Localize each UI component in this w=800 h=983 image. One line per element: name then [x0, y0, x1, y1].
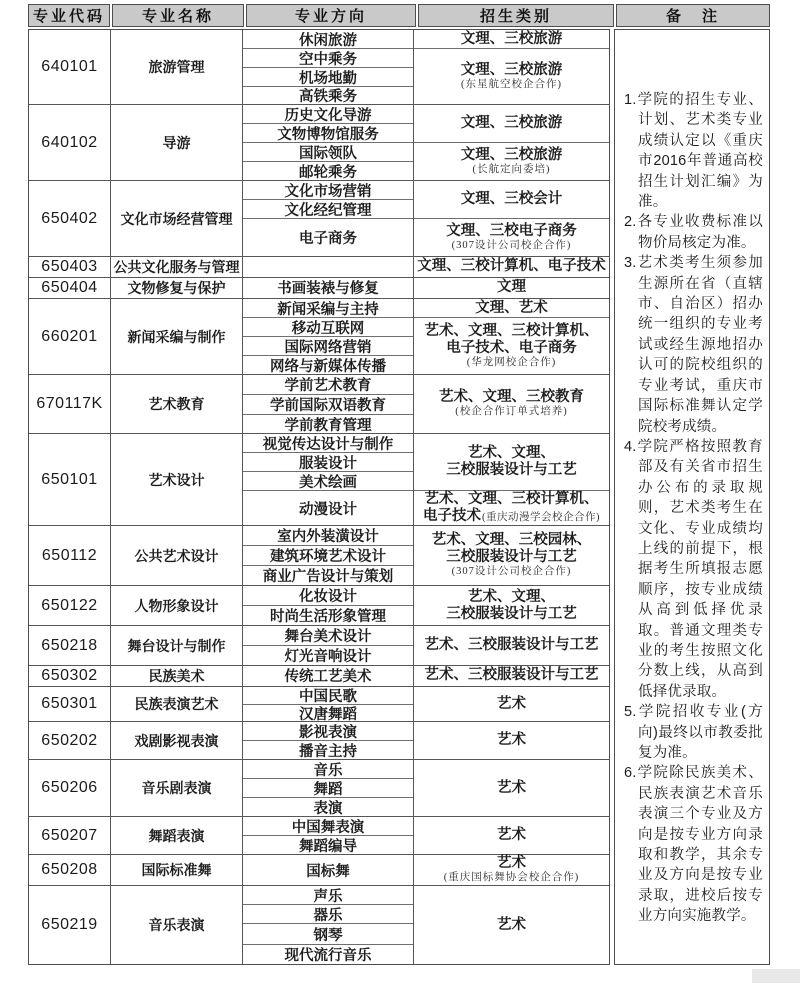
category-note: (东星航空校企合作): [461, 78, 562, 90]
direction-cell: 历史文化导游: [243, 105, 413, 124]
category-cell: [414, 318, 609, 374]
table-header: [28, 4, 770, 27]
direction-cell: 机场地勤: [243, 68, 413, 87]
direction-cell: 器乐: [243, 905, 413, 924]
directions-column: [243, 817, 414, 854]
category-label: 艺术: [497, 827, 526, 843]
major-name: 艺术设计: [111, 434, 243, 525]
categories-column: [414, 687, 609, 721]
category-cell: [414, 219, 609, 256]
direction-cell: 新闻采编与主持: [243, 299, 413, 318]
directions-column: [243, 30, 414, 104]
major-code: 650302: [29, 666, 111, 686]
majors-table: [28, 29, 610, 965]
table-body: [28, 29, 770, 965]
categories-column: [414, 375, 609, 433]
directions-column: [243, 278, 414, 298]
direction-cell: 舞蹈: [243, 779, 413, 798]
category-label: 艺术、文理、三校计算机、 电子技术、电子商务: [424, 322, 599, 356]
category-cell: [414, 181, 609, 219]
major-section-650302: [29, 666, 609, 687]
major-name: 新闻采编与制作: [111, 299, 243, 374]
direction-cell: 音乐: [243, 760, 413, 779]
category-label: 艺术: [497, 779, 526, 796]
category-note: (307设计公司校企合作): [451, 239, 572, 251]
direction-cell: 移动互联网: [243, 318, 413, 337]
directions-column: [243, 299, 414, 374]
directions-column: [243, 257, 414, 277]
direction-cell: 商业广告设计与策划: [262, 569, 394, 585]
major-section-650219: [29, 886, 609, 964]
category-cell: [414, 687, 609, 721]
major-code: 650301: [29, 687, 111, 721]
major-name: 旅游管理: [111, 30, 243, 104]
direction-cell: 休闲旅游: [243, 30, 413, 49]
remark-item-2: 2.各专业收费标准以物价局核定为准。: [624, 214, 763, 251]
direction-cell: 建筑环境艺术设计: [243, 546, 413, 566]
category-label: 艺术、文理、三校计算机、 电子技术(重庆动漫学会校企合作): [423, 491, 600, 524]
remark-item-1: 1.学院的招生专业、计划、艺术类专业成绩认定以《重庆市2016年普通高校招生计划汇编》为准。: [624, 92, 763, 211]
direction-cell: 室内外装潢设计: [243, 526, 413, 546]
category-note: (307设计公司校企合作): [451, 566, 572, 578]
direction-cell: 中国民歌: [243, 687, 413, 705]
directions-column: [243, 722, 414, 759]
direction-cell: 表演: [313, 800, 343, 817]
categories-column: [414, 760, 609, 816]
direction-cell: 国标舞: [306, 863, 350, 880]
category-cell: [414, 375, 609, 433]
direction-cell: 书画装裱与修复: [277, 280, 379, 297]
category-label: 艺术、三校服装设计与工艺: [424, 637, 599, 653]
categories-column: [414, 586, 609, 625]
direction-cell: 学前国际双语教育: [243, 395, 413, 415]
category-cell: [414, 434, 609, 491]
major-code: 650219: [29, 886, 111, 964]
remark-item-4: 4.学院严格按照教育部及有关省市招生办公布的录取规则，艺术类考生在文化、专业成绩均上线的前提下，根据考生所填报志愿顺序，按专业成绩从高到低择优录取。普通文理类专业的考生按照文化分数上线，从高到低择优录取。: [624, 438, 763, 700]
major-code: 660201: [29, 299, 111, 374]
direction-cell: 空中乘务: [243, 49, 413, 68]
direction-cell: 国际网络营销: [243, 337, 413, 356]
major-section-640102: [29, 105, 609, 181]
category-note: (重庆动漫学会校企合作): [482, 512, 600, 523]
major-name: 文化市场经营管理: [111, 181, 243, 256]
major-section-650402: [29, 181, 609, 257]
directions-column: [243, 375, 414, 433]
major-name: 人物形象设计: [111, 586, 243, 625]
major-name: 民族美术: [111, 666, 243, 686]
major-code: 640102: [29, 105, 111, 180]
major-code: 650202: [29, 722, 111, 759]
category-label: 艺术、文理、三校教育: [439, 389, 584, 406]
category-label: 艺术、三校服装设计与工艺: [424, 666, 599, 683]
major-name: 公共艺术设计: [111, 526, 243, 585]
category-label: 艺术、文理、 三校服装设计与工艺: [446, 445, 577, 478]
categories-column: [414, 257, 609, 277]
categories-column: [414, 817, 609, 854]
category-label: 艺术: [497, 695, 526, 712]
major-code: 640101: [29, 30, 111, 104]
direction-cell: 动漫设计: [299, 501, 357, 518]
remarks-column: [614, 29, 770, 965]
directions-column: [243, 105, 414, 180]
directions-column: [243, 526, 414, 585]
categories-column: [414, 434, 609, 525]
direction-cell: 文化经纪管理: [243, 200, 413, 219]
major-section-650404: [29, 278, 609, 299]
direction-cell: 钢琴: [243, 924, 413, 945]
category-label: 文理、艺术: [475, 299, 548, 316]
categories-column: [414, 526, 609, 585]
category-label: 文理: [497, 278, 526, 295]
categories-column: [414, 299, 609, 374]
major-code: 650403: [29, 257, 111, 277]
category-cell: [414, 760, 609, 816]
direction-cell: 化妆设计: [243, 586, 413, 606]
direction-cell: 舞蹈编导: [299, 838, 357, 855]
categories-column: [414, 278, 609, 298]
direction-cell: 电子商务: [299, 231, 357, 247]
major-section-650403: [29, 257, 609, 278]
column-header-2: 专业方向: [246, 4, 416, 27]
category-label: 艺术: [497, 916, 526, 933]
direction-cell: 灯光音响设计: [284, 649, 372, 665]
major-section-650101: [29, 434, 609, 526]
major-code: 650404: [29, 278, 111, 298]
directions-column: [243, 666, 414, 686]
major-section-650206: [29, 760, 609, 817]
direction-cell: 汉唐舞蹈: [299, 706, 357, 723]
direction-cell: 传统工艺美术: [284, 668, 372, 685]
category-cell: [414, 886, 609, 964]
major-code: 650218: [29, 626, 111, 665]
category-note: (重庆国标舞协会校企合作): [443, 872, 580, 884]
category-label: 文理、三校会计: [460, 191, 563, 207]
major-name: 民族表演艺术: [111, 687, 243, 721]
categories-column: [414, 30, 609, 104]
direction-cell: 学前艺术教育: [243, 375, 413, 395]
direction-cell: 中国舞表演: [243, 817, 413, 836]
direction-cell: 文化市场营销: [243, 181, 413, 200]
direction-cell: 邮轮乘务: [299, 164, 357, 181]
direction-cell: 现代流行音乐: [284, 948, 372, 964]
category-cell: [414, 278, 609, 296]
category-cell: [414, 855, 609, 885]
remark-item-3: 3.艺术类考生须参加生源所在省（直辖市、自治区）招办统一组织的专业考试或经生源地招办认可的院校组织的专业考试，重庆市国际标准舞认定学院校考成绩。: [624, 255, 763, 435]
category-label: 文理、三校旅游: [460, 115, 563, 131]
column-header-3: 招生类别: [418, 4, 614, 27]
page-corner-shade: [752, 969, 800, 983]
directions-column: [243, 626, 414, 665]
category-label: 文理、三校旅游: [460, 146, 563, 163]
directions-column: [243, 434, 414, 525]
category-cell: [414, 722, 609, 759]
direction-cell: 文物博物馆服务: [243, 124, 413, 143]
directions-column: [243, 855, 414, 885]
category-cell: [414, 817, 609, 854]
major-name: 舞台设计与制作: [111, 626, 243, 665]
major-section-650208: [29, 855, 609, 886]
categories-column: [414, 722, 609, 759]
category-label: 艺术、文理、三校园林、 三校服装设计与工艺: [431, 532, 592, 566]
categories-column: [414, 855, 609, 885]
direction-cell: 播音主持: [299, 743, 357, 760]
major-code: 650208: [29, 855, 111, 885]
category-label: 艺术: [497, 855, 526, 872]
categories-column: [414, 886, 609, 964]
direction-cell: 学前教育管理: [284, 417, 372, 434]
direction-cell: 舞台美术设计: [243, 626, 413, 646]
major-code: 650101: [29, 434, 111, 525]
directions-column: [243, 586, 414, 625]
direction-cell: 网络与新媒体传播: [270, 358, 386, 375]
major-section-650207: [29, 817, 609, 855]
category-note: (长航定向委培): [472, 163, 551, 175]
categories-column: [414, 181, 609, 256]
column-header-1: 专业名称: [112, 4, 244, 27]
major-name: 音乐表演: [111, 886, 243, 964]
direction-cell: 影视表演: [243, 722, 413, 741]
major-section-650301: [29, 687, 609, 722]
direction-cell: [243, 257, 413, 275]
direction-cell: 声乐: [243, 886, 413, 905]
column-header-4: 备 注: [616, 4, 770, 27]
category-label: 艺术: [497, 732, 526, 748]
category-cell: [414, 49, 609, 104]
category-cell: [414, 299, 609, 318]
category-cell: [414, 257, 609, 275]
categories-column: [414, 626, 609, 665]
direction-cell: 视觉传达设计与制作: [243, 434, 413, 453]
direction-cell: 服装设计: [243, 453, 413, 472]
major-code: 650402: [29, 181, 111, 256]
directions-column: [243, 181, 414, 256]
major-code: 650207: [29, 817, 111, 854]
category-note: (校企合作订单式培养): [455, 406, 568, 418]
direction-cell: 时尚生活形象管理: [270, 609, 386, 625]
major-section-660201: [29, 299, 609, 375]
category-label: 艺术、文理、 三校服装设计与工艺: [446, 588, 577, 622]
categories-column: [414, 105, 609, 180]
major-name: 艺术教育: [111, 375, 243, 433]
major-code: 650206: [29, 760, 111, 816]
category-label: 文理、三校电子商务: [446, 222, 577, 239]
category-cell: [414, 491, 609, 525]
major-section-670117K: [29, 375, 609, 434]
category-cell: [414, 666, 609, 684]
remark-item-6: 6.学院除民族美术、民族表演艺术音乐表演三个专业及方向是按专业方向录取和教学，其余专业及方向是按专业录取，进校后按专业方向实施教学。: [624, 765, 763, 925]
column-header-0: 专业代码: [28, 4, 110, 27]
major-section-640101: [29, 30, 609, 105]
directions-column: [243, 687, 414, 721]
major-section-650122: [29, 586, 609, 626]
direction-cell: 美术绘画: [243, 472, 413, 491]
major-name: 导游: [111, 105, 243, 180]
category-label: 文理、三校旅游: [460, 30, 563, 47]
category-note: (华龙网校企合作): [466, 356, 557, 368]
category-cell: [414, 626, 609, 665]
major-name: 文物修复与保护: [111, 278, 243, 298]
directions-column: [243, 760, 414, 816]
category-cell: [414, 526, 609, 585]
category-cell: [414, 30, 609, 49]
major-code: 650112: [29, 526, 111, 585]
major-name: 戏剧影视表演: [111, 722, 243, 759]
category-label: 文理、三校计算机、电子技术: [417, 257, 606, 274]
major-name: 舞蹈表演: [111, 817, 243, 854]
major-section-650112: [29, 526, 609, 586]
category-cell: [414, 586, 609, 625]
remark-item-5: 5.学院招收专业(方向)最终以市教委批复为准。: [624, 704, 763, 761]
categories-column: [414, 666, 609, 686]
directions-column: [243, 886, 414, 964]
major-section-650202: [29, 722, 609, 760]
major-code: 650122: [29, 586, 111, 625]
direction-cell: 国际领队: [243, 143, 413, 162]
major-name: 公共文化服务与管理: [111, 257, 243, 277]
category-cell: [414, 105, 609, 143]
major-name: 国际标准舞: [111, 855, 243, 885]
major-code: 670117K: [29, 375, 111, 433]
major-section-650218: [29, 626, 609, 666]
category-cell: [414, 143, 609, 180]
direction-cell: 高铁乘务: [299, 89, 357, 105]
category-label: 文理、三校旅游: [460, 61, 563, 78]
major-name: 音乐剧表演: [111, 760, 243, 816]
